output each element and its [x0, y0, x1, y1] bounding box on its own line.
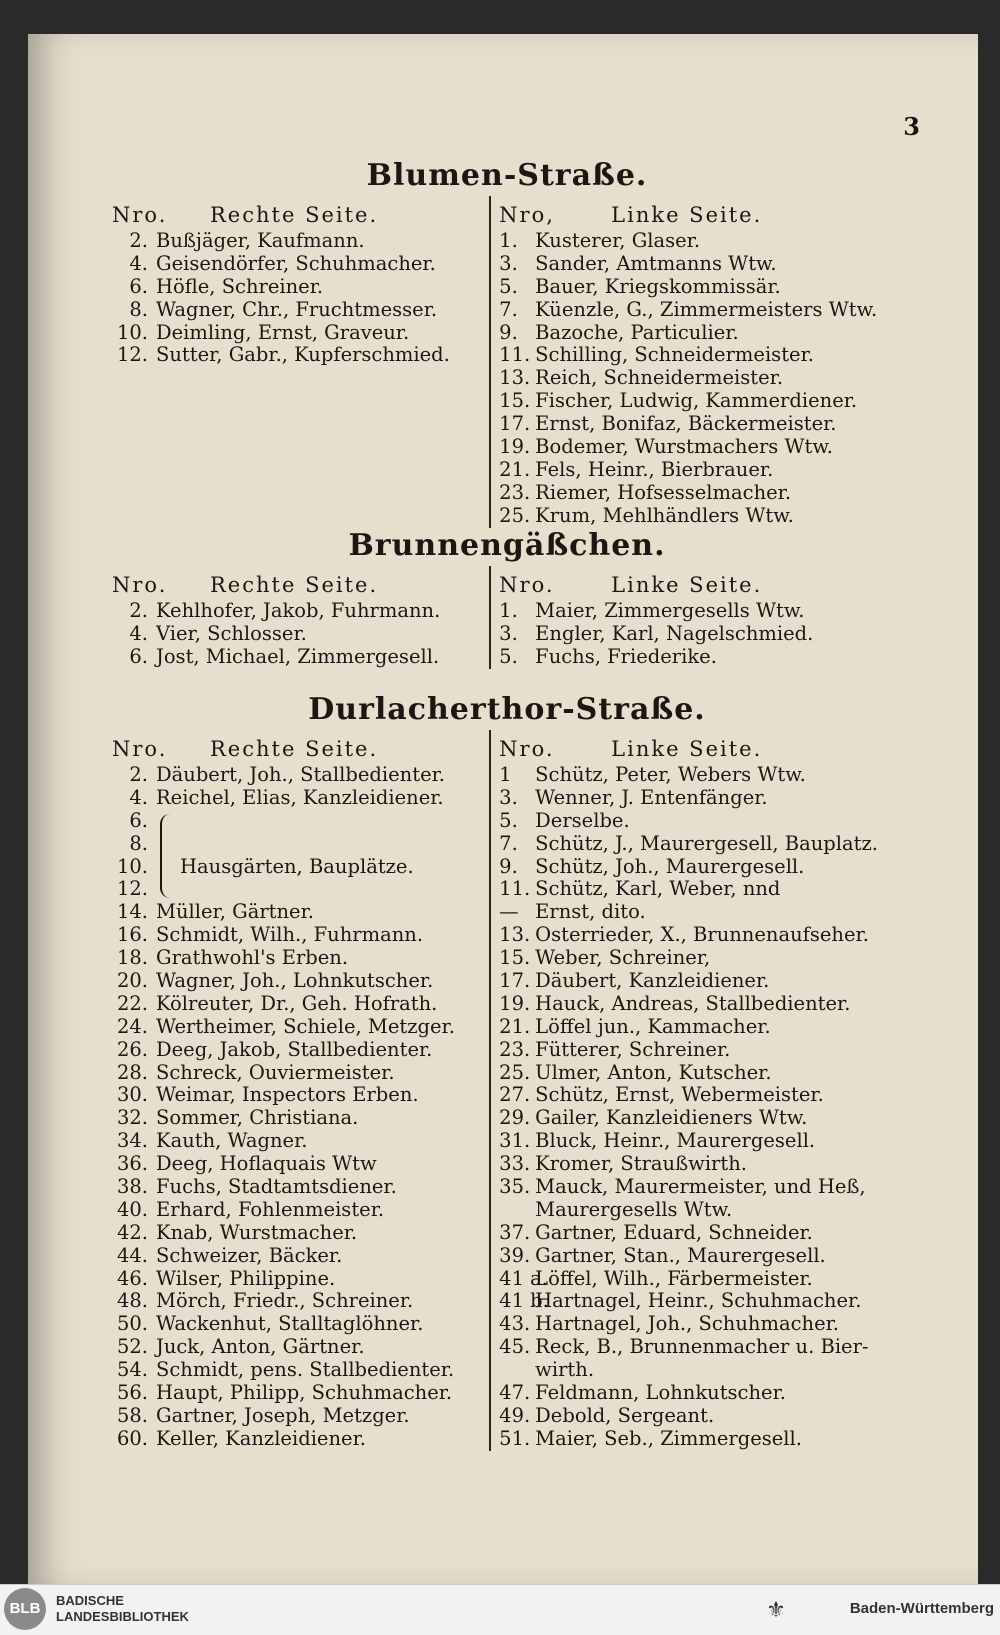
- resident-entry: Wertheimer, Schiele, Metzger.: [156, 1014, 455, 1038]
- list-item: [499, 1199, 902, 1222]
- house-number: 19.: [499, 991, 531, 1015]
- list-item: [499, 276, 902, 299]
- list-item: [499, 993, 902, 1016]
- list-item: [499, 1107, 902, 1130]
- bracket-label: Hausgärten, Bauplätze.: [180, 854, 414, 878]
- resident-entry: Reck, B., Brunnenmacher u. Bier-: [535, 1335, 869, 1359]
- house-number: 15.: [499, 946, 531, 970]
- house-number: 18.: [116, 946, 148, 970]
- resident-entry: Bauer, Kriegskommissär.: [535, 274, 781, 298]
- resident-entry: Sander, Amtmanns Wtw.: [535, 251, 777, 275]
- list-item: [499, 253, 902, 276]
- entry-list: [499, 230, 902, 528]
- list-item: [112, 322, 489, 345]
- house-number: 9.: [499, 320, 518, 344]
- library-name-line2: LANDESBIBLIOTHEK: [56, 1609, 189, 1624]
- resident-entry: Küenzle, G., Zimmermeisters Wtw.: [535, 297, 878, 321]
- resident-entry: Hartnagel, Joh., Schuhmacher.: [535, 1312, 839, 1336]
- house-number: 49.: [499, 1403, 531, 1427]
- list-item: [112, 1336, 489, 1359]
- resident-entry: Fels, Heinr., Bierbrauer.: [535, 457, 774, 481]
- house-number: [499, 1199, 535, 1222]
- list-item: [499, 1062, 902, 1085]
- nro-header: Nro,: [499, 203, 555, 227]
- resident-entry: Osterrieder, X., Brunnenaufseher.: [535, 923, 869, 947]
- house-number: 21.: [499, 457, 531, 481]
- entry-list: [112, 901, 489, 1450]
- list-item: [112, 646, 489, 669]
- resident-entry: Deimling, Ernst, Graveur.: [156, 320, 410, 344]
- house-number: 10.: [116, 320, 148, 344]
- list-item: [499, 322, 902, 345]
- house-number: 21.: [499, 1014, 531, 1038]
- resident-entry: Ernst, dito.: [535, 900, 646, 924]
- entry-list: [112, 764, 489, 810]
- resident-entry: Reichel, Elias, Kanzleidiener.: [156, 785, 444, 809]
- house-number: 14.: [116, 900, 148, 924]
- list-item: [112, 1359, 489, 1382]
- house-number: 44.: [116, 1243, 148, 1267]
- right-column: [489, 566, 902, 669]
- entry-list: [112, 600, 489, 669]
- house-number: 58.: [116, 1403, 148, 1427]
- resident-entry: Mauck, Maurermeister, und Heß,: [535, 1175, 866, 1199]
- resident-entry: Derselbe.: [535, 808, 630, 832]
- side-header: Linke Seite.: [611, 737, 763, 761]
- resident-entry: Kauth, Wagner.: [156, 1129, 308, 1153]
- list-item: [499, 646, 902, 669]
- house-number: 32.: [116, 1106, 148, 1130]
- house-number: 37.: [499, 1220, 531, 1244]
- resident-entry: Keller, Kanzleidiener.: [156, 1426, 366, 1450]
- resident-entry: Schütz, Peter, Webers Wtw.: [535, 763, 806, 786]
- list-item: [499, 600, 902, 623]
- resident-entry: Wenner, J. Entenfänger.: [535, 785, 768, 809]
- resident-entry: Reich, Schneidermeister.: [535, 366, 784, 390]
- resident-entry: Gartner, Stan., Maurergesell.: [535, 1243, 826, 1267]
- list-item: [499, 1245, 902, 1268]
- list-item: [112, 924, 489, 947]
- house-number: 45.: [499, 1335, 531, 1359]
- list-item: [499, 1016, 902, 1039]
- house-number: 25.: [499, 1060, 531, 1084]
- list-item: [112, 1039, 489, 1062]
- resident-entry: Kölreuter, Dr., Geh. Hofrath.: [156, 991, 438, 1015]
- list-item: [499, 1153, 902, 1176]
- resident-entry: Gartner, Joseph, Metzger.: [156, 1403, 410, 1427]
- resident-entry: Maurergesells Wtw.: [535, 1197, 733, 1221]
- section-brunnengaesschen: [112, 526, 902, 669]
- list-item: [112, 1313, 489, 1336]
- list-item: [112, 253, 489, 276]
- house-number: 23.: [499, 480, 531, 504]
- resident-entry: Fütterer, Schreiner.: [535, 1037, 731, 1061]
- list-item: [112, 600, 489, 623]
- house-number: 5.: [499, 808, 518, 832]
- resident-entry: Weber, Schreiner,: [535, 946, 711, 970]
- section-title: Durlacherthor-Straße.: [308, 692, 706, 727]
- house-number: 43.: [499, 1312, 531, 1336]
- house-number: 19.: [499, 435, 531, 459]
- list-item: [112, 1382, 489, 1405]
- resident-entry: Feldmann, Lohnkutscher.: [535, 1381, 786, 1405]
- house-number: 13.: [499, 366, 531, 390]
- resident-entry: Hauck, Andreas, Stallbedienter.: [535, 991, 851, 1015]
- list-item: [499, 1268, 902, 1291]
- list-item: [499, 1130, 902, 1153]
- list-item: [499, 344, 902, 367]
- resident-entry: Müller, Gärtner.: [156, 900, 314, 924]
- list-item: [499, 764, 902, 787]
- house-number: 27.: [499, 1083, 531, 1107]
- list-item: [499, 505, 902, 528]
- house-number: 13.: [499, 923, 531, 947]
- house-number: 11.: [499, 877, 531, 901]
- house-number: 6.: [129, 644, 148, 668]
- house-number: 8.: [129, 831, 148, 855]
- house-number: 50.: [116, 1312, 148, 1336]
- list-item: [499, 1428, 902, 1451]
- house-number: 41 a.: [499, 1266, 549, 1290]
- house-number: 2.: [129, 763, 148, 786]
- entry-list: [499, 764, 902, 1451]
- footer-bar: [0, 1584, 1000, 1635]
- resident-entry: Krum, Mehlhändlers Wtw.: [535, 503, 794, 527]
- resident-entry: Wagner, Joh., Lohnkutscher.: [156, 969, 434, 993]
- resident-entry: Löffel jun., Kammacher.: [535, 1014, 771, 1038]
- side-header: Rechte Seite.: [210, 573, 379, 597]
- section-title: Blumen-Straße.: [366, 158, 648, 193]
- resident-entry: Jost, Michael, Zimmergesell.: [156, 644, 440, 668]
- section-title: Brunnengäßchen.: [348, 528, 666, 563]
- resident-entry: Schreck, Ouviermeister.: [156, 1060, 395, 1084]
- list-item: [112, 1062, 489, 1085]
- entry-list: [499, 600, 902, 669]
- left-column: [112, 566, 489, 669]
- house-number: 40.: [116, 1197, 148, 1221]
- list-item: [499, 901, 902, 924]
- bracket-group: [112, 810, 489, 902]
- list-item: [112, 901, 489, 924]
- document-page: [28, 34, 978, 1584]
- resident-entry: Schütz, Ernst, Webermeister.: [535, 1083, 824, 1107]
- house-number: 7.: [499, 297, 518, 321]
- house-number: 56.: [116, 1381, 148, 1405]
- resident-entry: Hartnagel, Heinr., Schuhmacher.: [535, 1289, 862, 1313]
- house-number: 48.: [116, 1289, 148, 1313]
- resident-entry: Ernst, Bonifaz, Bäckermeister.: [535, 412, 837, 436]
- house-number: 28.: [116, 1060, 148, 1084]
- house-number: 51.: [499, 1426, 531, 1450]
- list-item: [112, 344, 489, 367]
- resident-entry: Mörch, Friedr., Schreiner.: [156, 1289, 414, 1313]
- section-durlacherthor-strasse: [112, 690, 902, 1451]
- house-number: 2.: [129, 599, 148, 622]
- house-number: 7.: [499, 831, 518, 855]
- list-item: [112, 1245, 489, 1268]
- list-item: [499, 1405, 902, 1428]
- house-number: 11.: [499, 343, 531, 367]
- curly-bracket: [160, 814, 176, 898]
- list-item: [112, 1268, 489, 1291]
- side-header: Linke Seite.: [611, 573, 763, 597]
- list-item: [499, 367, 902, 390]
- library-name: [56, 1593, 189, 1625]
- house-number: 3.: [499, 785, 518, 809]
- section-blumen-strasse: [112, 156, 902, 528]
- house-number: 15.: [499, 389, 531, 413]
- side-header: Rechte Seite.: [210, 203, 379, 227]
- list-item: [112, 1199, 489, 1222]
- list-item: [112, 787, 489, 810]
- resident-entry: Bodemer, Wurstmachers Wtw.: [535, 435, 833, 459]
- list-item: [499, 970, 902, 993]
- left-column: [112, 730, 489, 1451]
- resident-entry: Knab, Wurstmacher.: [156, 1220, 358, 1244]
- resident-entry: Däubert, Joh., Stallbedienter.: [156, 763, 445, 786]
- resident-entry: Grathwohl's Erben.: [156, 946, 349, 970]
- resident-entry: Geisendörfer, Schuhmacher.: [156, 251, 436, 275]
- resident-entry: Höfle, Schreiner.: [156, 274, 324, 298]
- house-number: 25.: [499, 503, 531, 527]
- resident-entry: Sommer, Christiana.: [156, 1106, 359, 1130]
- list-item: [112, 1153, 489, 1176]
- list-item: [499, 230, 902, 253]
- house-number: 47.: [499, 1381, 531, 1405]
- list-item: [499, 299, 902, 322]
- resident-entry: Deeg, Hoflaquais Wtw: [156, 1152, 377, 1176]
- house-number: 9.: [499, 854, 518, 878]
- list-item: [499, 833, 902, 856]
- resident-entry: Bluck, Heinr., Maurergesell.: [535, 1129, 816, 1153]
- house-number: 4.: [129, 621, 148, 645]
- list-item: [112, 1084, 489, 1107]
- resident-entry: Schmidt, Wilh., Fuhrmann.: [156, 923, 424, 947]
- list-item: [499, 947, 902, 970]
- resident-entry: Däubert, Kanzleidiener.: [535, 969, 770, 993]
- resident-entry: Maier, Seb., Zimmergesell.: [535, 1426, 802, 1450]
- house-number: 33.: [499, 1152, 531, 1176]
- house-number: 35.: [499, 1175, 531, 1199]
- house-number: 4.: [129, 785, 148, 809]
- nro-header: Nro.: [499, 573, 555, 597]
- house-number: 16.: [116, 923, 148, 947]
- house-number: 6.: [129, 274, 148, 298]
- list-item: [499, 1290, 902, 1313]
- house-number: 10.: [116, 854, 148, 878]
- house-number: 52.: [116, 1335, 148, 1359]
- resident-entry: Sutter, Gabr., Kupferschmied.: [156, 343, 450, 367]
- list-item: [112, 1222, 489, 1245]
- nro-header: Nro.: [112, 573, 168, 597]
- list-item: [112, 623, 489, 646]
- house-number: 23.: [499, 1037, 531, 1061]
- list-item: [499, 1222, 902, 1245]
- house-number: 36.: [116, 1152, 148, 1176]
- list-item: [499, 1382, 902, 1405]
- resident-entry: Löffel, Wilh., Färbermeister.: [535, 1266, 813, 1290]
- list-item: [112, 993, 489, 1016]
- house-number: 1: [499, 763, 512, 786]
- resident-entry: Kehlhofer, Jakob, Fuhrmann.: [156, 599, 441, 622]
- list-item: [499, 1039, 902, 1062]
- nro-header: Nro.: [112, 737, 168, 761]
- page-number: 3: [903, 112, 920, 141]
- list-item: [499, 924, 902, 947]
- house-number: 30.: [116, 1083, 148, 1107]
- house-number: 5.: [499, 274, 518, 298]
- house-number: 39.: [499, 1243, 531, 1267]
- list-item: [499, 436, 902, 459]
- resident-entry: Fischer, Ludwig, Kammerdiener.: [535, 389, 858, 413]
- resident-entry: Kusterer, Glaser.: [535, 229, 701, 252]
- list-item: [499, 459, 902, 482]
- list-item: [112, 1290, 489, 1313]
- list-item: [499, 810, 902, 833]
- list-item: [499, 878, 902, 901]
- house-number: 38.: [116, 1175, 148, 1199]
- list-item: [499, 390, 902, 413]
- resident-entry: Schütz, Joh., Maurergesell.: [535, 854, 805, 878]
- entry-list: [112, 230, 489, 367]
- list-item: [112, 1107, 489, 1130]
- house-number: 12.: [116, 343, 148, 367]
- list-item: [499, 1359, 902, 1382]
- house-number: 12.: [116, 877, 148, 901]
- left-column: [112, 196, 489, 528]
- resident-entry: Schweizer, Bäcker.: [156, 1243, 343, 1267]
- list-item: [499, 787, 902, 810]
- resident-entry: Wagner, Chr., Fruchtmesser.: [156, 297, 438, 321]
- list-item: [112, 1130, 489, 1153]
- house-number: 24.: [116, 1014, 148, 1038]
- resident-entry: Fuchs, Stadtamtsdiener.: [156, 1175, 397, 1199]
- house-number: 4.: [129, 251, 148, 275]
- house-number: 5.: [499, 644, 518, 668]
- list-item: [112, 1176, 489, 1199]
- resident-entry: Debold, Sergeant.: [535, 1403, 715, 1427]
- resident-entry: Schütz, J., Maurergesell, Bauplatz.: [535, 831, 878, 855]
- house-number: —: [499, 900, 519, 924]
- list-item: [112, 299, 489, 322]
- list-item: [112, 1428, 489, 1451]
- list-item: [112, 1016, 489, 1039]
- list-item: [499, 413, 902, 436]
- resident-entry: Gartner, Eduard, Schneider.: [535, 1220, 813, 1244]
- house-number: 8.: [129, 297, 148, 321]
- list-item: [112, 947, 489, 970]
- house-number: 3.: [499, 251, 518, 275]
- right-column: [489, 730, 902, 1451]
- house-number: 29.: [499, 1106, 531, 1130]
- right-column: [489, 196, 902, 528]
- resident-entry: Gailer, Kanzleidieners Wtw.: [535, 1106, 808, 1130]
- resident-entry: Bußjäger, Kaufmann.: [156, 229, 365, 252]
- library-name-line1: BADISCHE: [56, 1593, 124, 1608]
- nro-header: Nro.: [112, 203, 168, 227]
- list-item: [499, 482, 902, 505]
- house-number: 31.: [499, 1129, 531, 1153]
- list-item: [112, 276, 489, 299]
- resident-entry: Ulmer, Anton, Kutscher.: [535, 1060, 772, 1084]
- house-number: 1.: [499, 229, 518, 252]
- list-item: [112, 764, 489, 787]
- house-number: 41 b.: [499, 1289, 549, 1313]
- resident-entry: Kromer, Straußwirth.: [535, 1152, 747, 1176]
- resident-entry: Fuchs, Friederike.: [535, 644, 717, 668]
- list-item: [499, 623, 902, 646]
- resident-entry: Juck, Anton, Gärtner.: [156, 1335, 365, 1359]
- house-number: [499, 1359, 535, 1382]
- list-item: [112, 230, 489, 253]
- list-item: [499, 856, 902, 879]
- resident-entry: Wilser, Philippine.: [156, 1266, 336, 1290]
- house-number: 42.: [116, 1220, 148, 1244]
- resident-entry: Bazoche, Particulier.: [535, 320, 739, 344]
- list-item: [499, 1176, 902, 1199]
- resident-entry: Vier, Schlosser.: [156, 621, 307, 645]
- state-name[interactable]: Baden-Württemberg: [849, 1600, 994, 1617]
- resident-entry: Wackenhut, Stalltaglöhner.: [156, 1312, 424, 1336]
- list-item: [499, 1084, 902, 1107]
- resident-entry: wirth.: [535, 1358, 595, 1382]
- house-number: 17.: [499, 412, 531, 436]
- list-item: [499, 1336, 902, 1359]
- resident-entry: Riemer, Hofsesselmacher.: [535, 480, 792, 504]
- house-number: 20.: [116, 969, 148, 993]
- resident-entry: Deeg, Jakob, Stallbedienter.: [156, 1037, 433, 1061]
- resident-entry: Schmidt, pens. Stallbedienter.: [156, 1358, 455, 1382]
- resident-entry: Maier, Zimmergesells Wtw.: [535, 599, 805, 622]
- blb-logo[interactable]: BLB: [4, 1588, 46, 1630]
- house-number: 34.: [116, 1129, 148, 1153]
- side-header: Linke Seite.: [611, 203, 763, 227]
- resident-entry: Schilling, Schneidermeister.: [535, 343, 814, 367]
- state-coat-of-arms-icon: ⚜: [766, 1597, 786, 1622]
- house-number: 1.: [499, 599, 518, 622]
- house-number: 26.: [116, 1037, 148, 1061]
- house-number: 54.: [116, 1358, 148, 1382]
- list-item: [112, 1405, 489, 1428]
- nro-header: Nro.: [499, 737, 555, 761]
- list-item: [499, 1313, 902, 1336]
- house-number: 2.: [129, 229, 148, 252]
- house-number: 22.: [116, 991, 148, 1015]
- resident-entry: Engler, Karl, Nagelschmied.: [535, 621, 814, 645]
- resident-entry: Erhard, Fohlenmeister.: [156, 1197, 385, 1221]
- resident-entry: Haupt, Philipp, Schuhmacher.: [156, 1381, 453, 1405]
- house-number: 6.: [129, 808, 148, 832]
- resident-entry: Weimar, Inspectors Erben.: [156, 1083, 419, 1107]
- resident-entry: Schütz, Karl, Weber, nnd: [535, 877, 781, 901]
- list-item: [112, 970, 489, 993]
- house-number: 17.: [499, 969, 531, 993]
- house-number: 60.: [116, 1426, 148, 1450]
- side-header: Rechte Seite.: [210, 737, 379, 761]
- house-number: 46.: [116, 1266, 148, 1290]
- house-number: 3.: [499, 621, 518, 645]
